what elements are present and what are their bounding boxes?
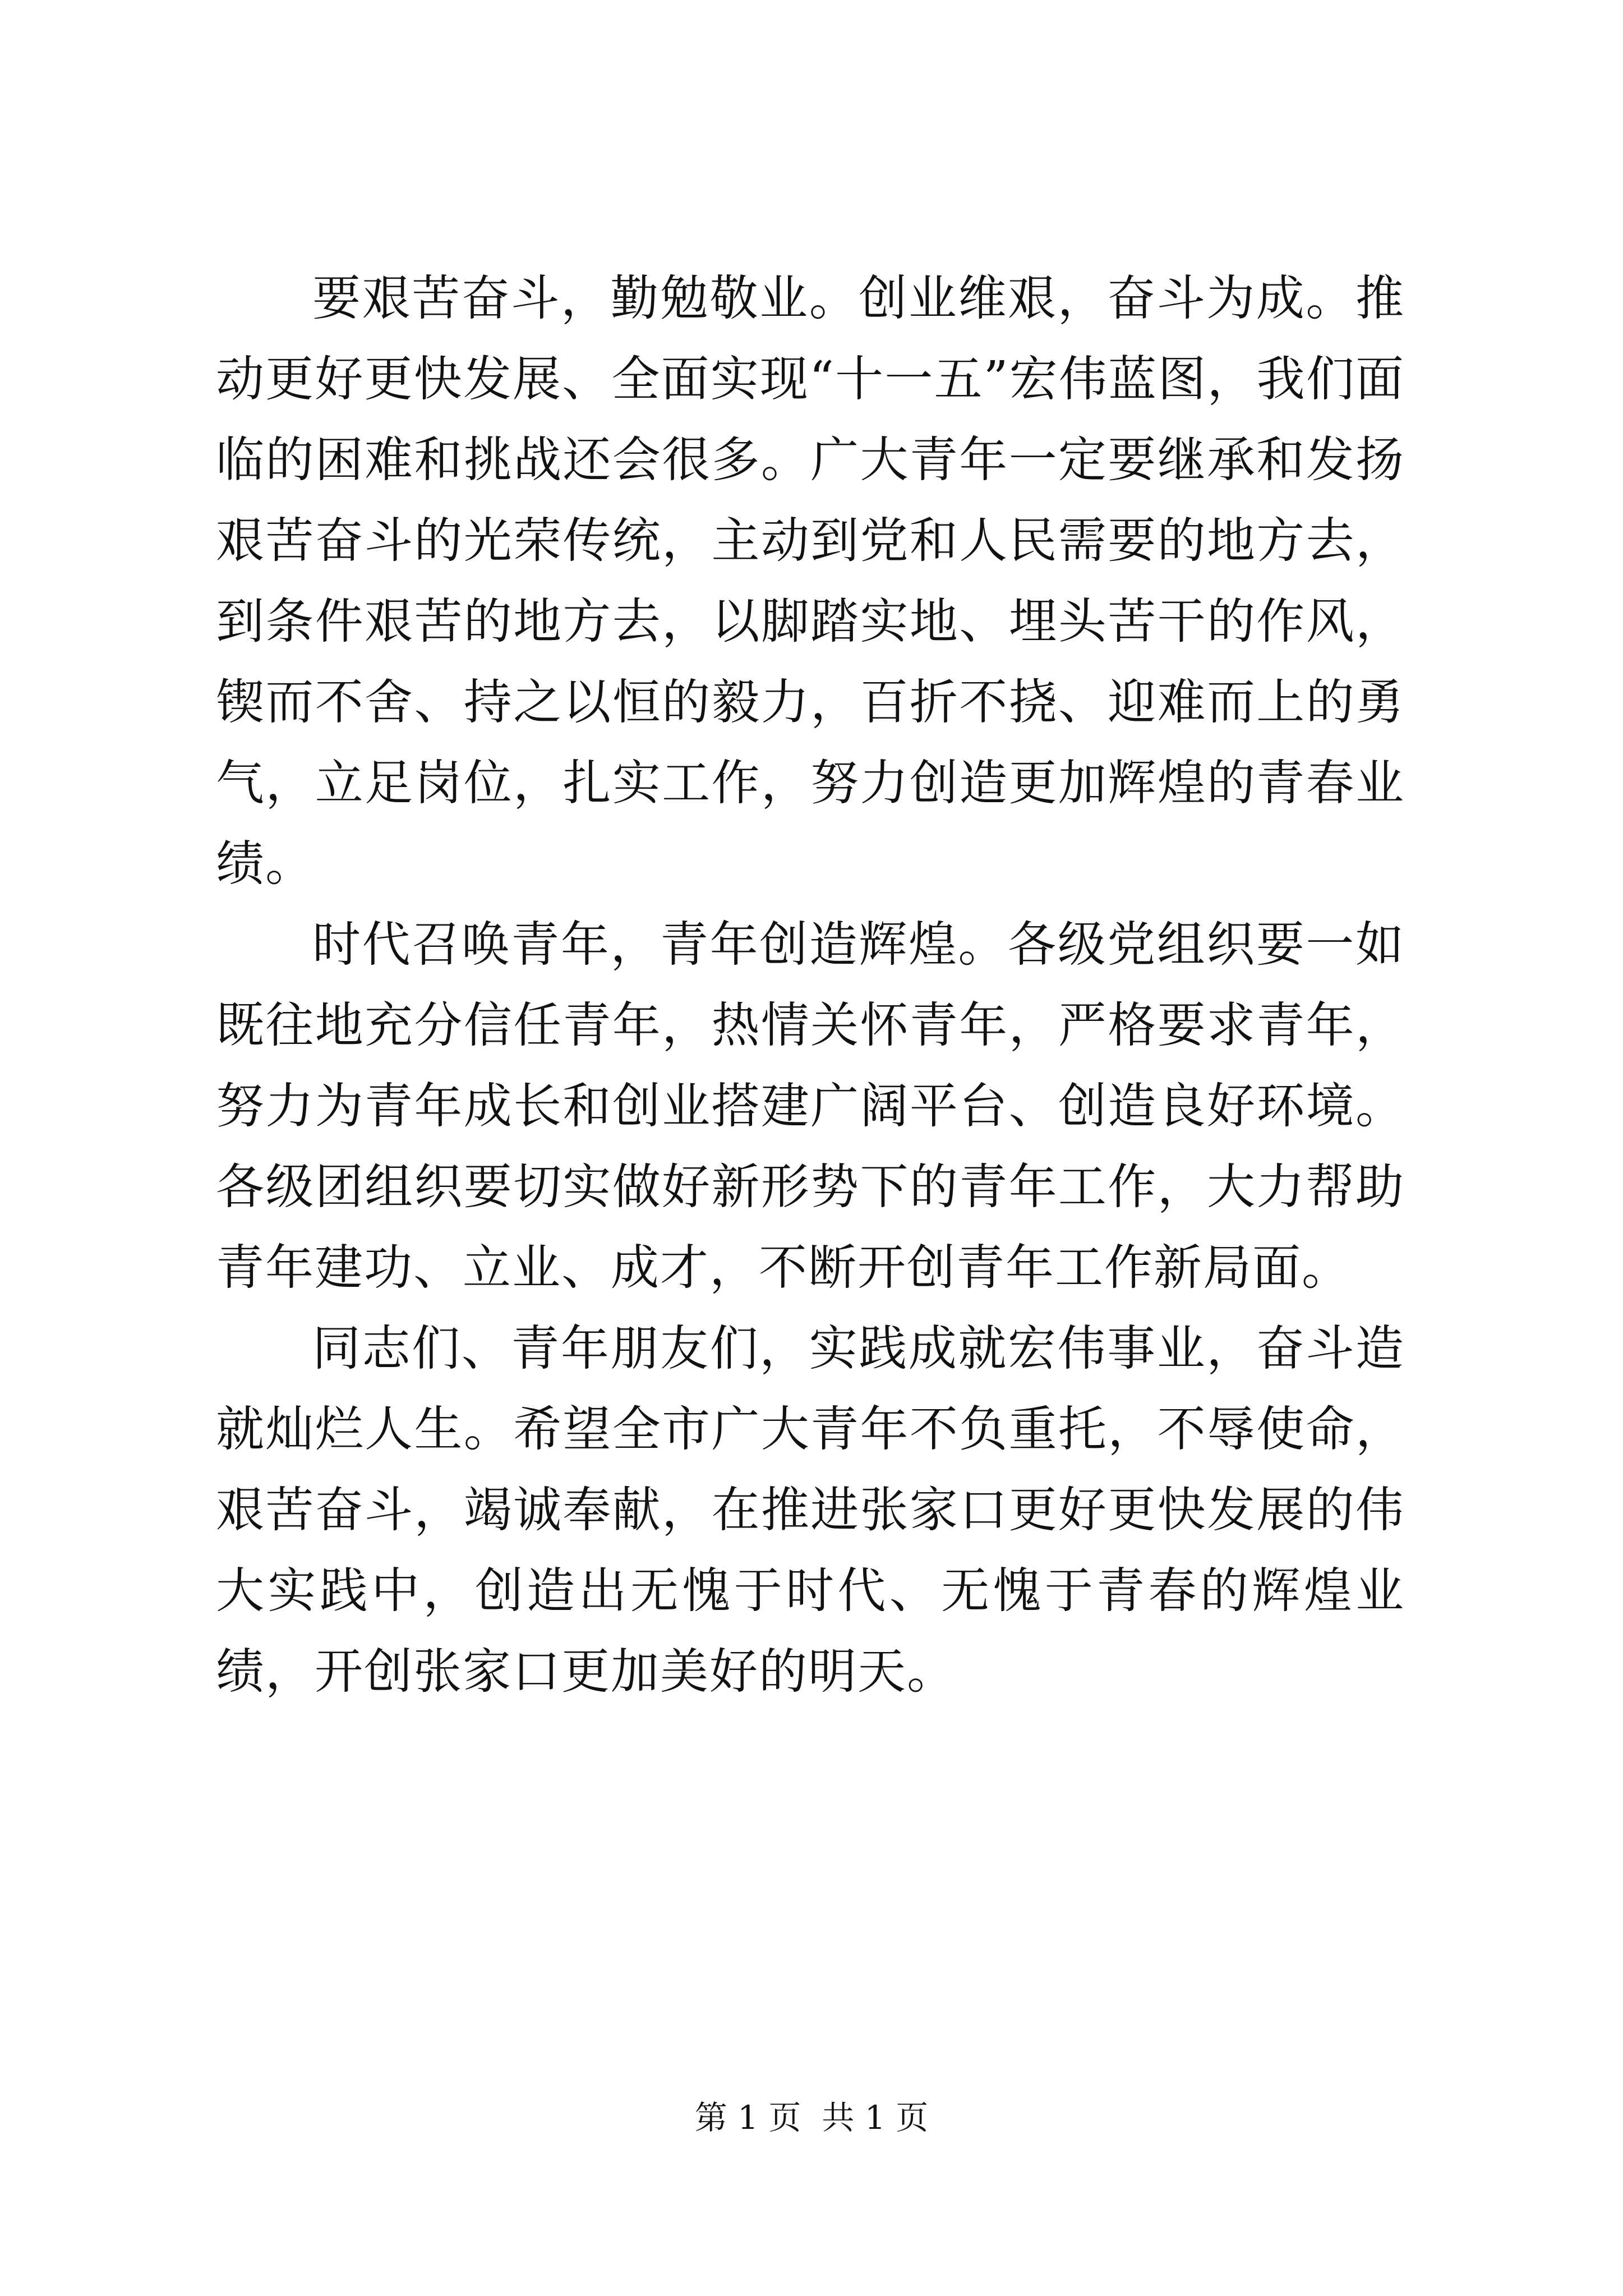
- document-body: [216, 258, 1405, 1712]
- paragraph-2: 时代召唤青年，青年创造辉煌。各级党组织要一如既往地充分信任青年，热情关怀青年，严格要求青年，努力为青年成长和创业搭建广阔平台、创造良好环境。各级团组织要切实做好新形势下的青年工作，大力帮助青年建功、立业、成才，不断开创青年工作新局面。: [216, 917, 1405, 1296]
- paragraph-3: 同志们、青年朋友们，实践成就宏伟事业，奋斗造就灿烂人生。希望全市广大青年不负重托，不辱使命，艰苦奋斗，竭诚奉献，在推进张家口更好更快发展的伟大实践中，创造出无愧于时代、无愧于青春的辉煌业绩，开创张家口更加美好的明天。: [216, 1320, 1405, 1700]
- page-number-footer: 第 1 页 共 1 页: [694, 2099, 929, 2137]
- paragraph-1: 要艰苦奋斗，勤勉敬业。创业维艰，奋斗为成。推动更好更快发展、全面实现“十一五”宏伟蓝图，我们面临的困难和挑战还会很多。广大青年一定要继承和发扬艰苦奋斗的光荣传统，主动到党和人民需要的地方去，到条件艰苦的地方去，以脚踏实地、埋头苦干的作风，锲而不舍、持之以恒的毅力，百折不挠、迎难而上的勇气，立足岗位，扎实工作，努力创造更加辉煌的青春业绩。: [216, 270, 1405, 892]
